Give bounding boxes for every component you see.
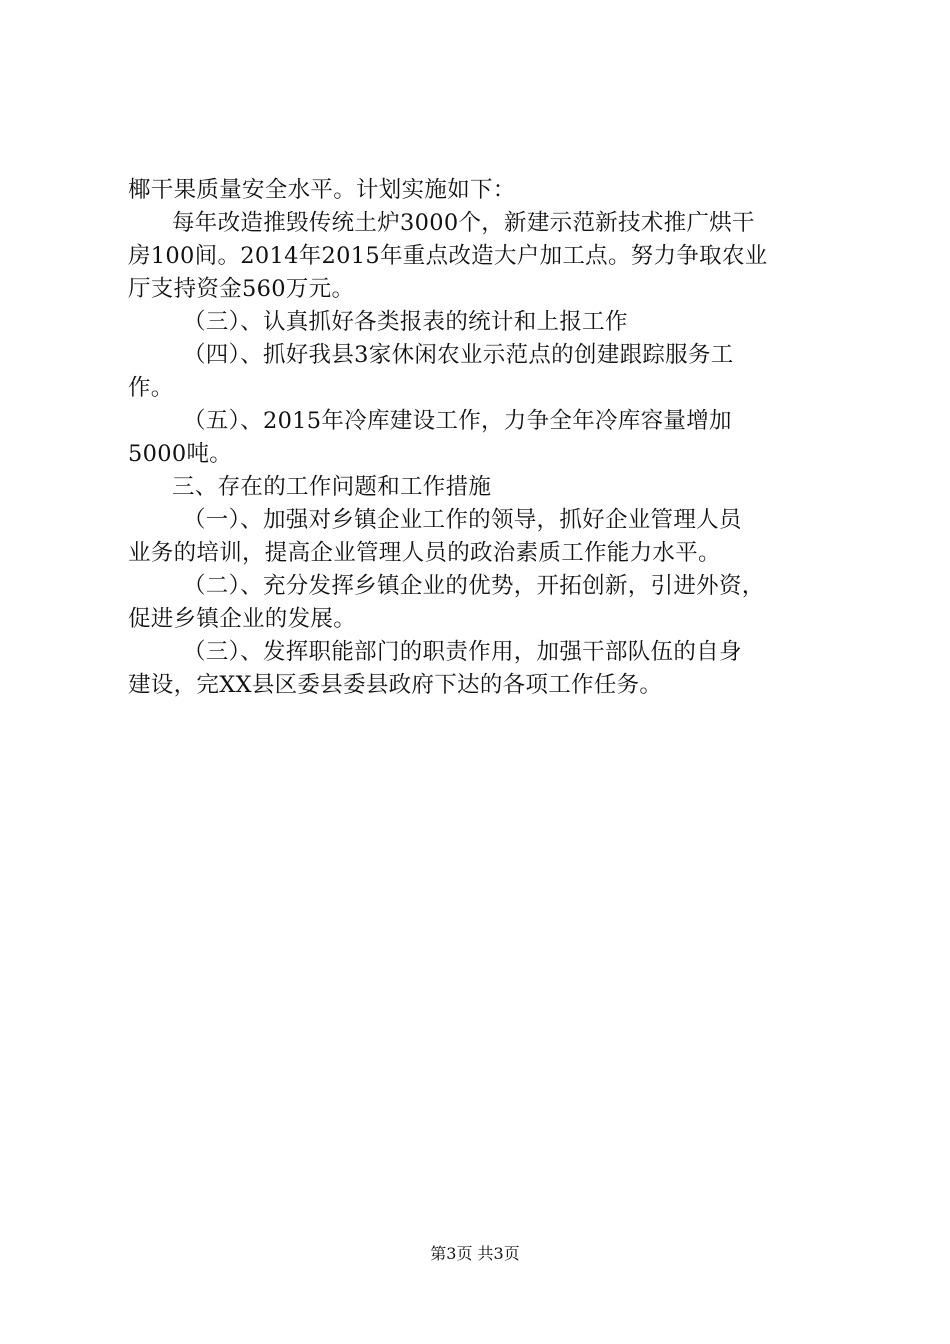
paragraph-line: 每年改造推毁传统土炉3000个，新建示范新技术推广烘干 (172, 210, 755, 236)
paragraph-line: （三）、认真抓好各类报表的统计和上报工作 (183, 309, 628, 335)
paragraph-line: 作。 (128, 375, 174, 401)
paragraph-line: 房100间。2014年2015年重点改造大户加工点。努力争取农业 (128, 243, 768, 269)
paragraph-line: （五）、2015年冷库建设工作，力争全年冷库容量增加 (183, 408, 732, 434)
paragraph-line: （三）、发挥职能部门的职责作用，加强干部队伍的自身 (183, 639, 742, 665)
paragraph-line: 建设，完XX县区委县委县政府下达的各项工作任务。 (128, 672, 663, 698)
page-number-footer: 第3页 共3页 (430, 1244, 520, 1263)
paragraph-line: 促进乡镇企业的发展。 (128, 606, 357, 632)
paragraph-line: （一）、加强对乡镇企业工作的领导，抓好企业管理人员 (183, 507, 742, 533)
paragraph-line: （二）、充分发挥乡镇企业的优势，开拓创新，引进外资， (183, 573, 765, 599)
paragraph-line: 业务的培训，提高企业管理人员的政治素质工作能力水平。 (128, 540, 721, 566)
section-heading: 三、存在的工作问题和工作措施 (172, 474, 492, 500)
paragraph-line: 椰干果质量安全水平。计划实施如下： (128, 177, 516, 203)
paragraph-line: 5000吨。 (128, 441, 233, 467)
paragraph-line: （四）、抓好我县3家休闲农业示范点的创建跟踪服务工 (183, 342, 734, 368)
paragraph-line: 厅支持资金560万元。 (128, 276, 355, 302)
